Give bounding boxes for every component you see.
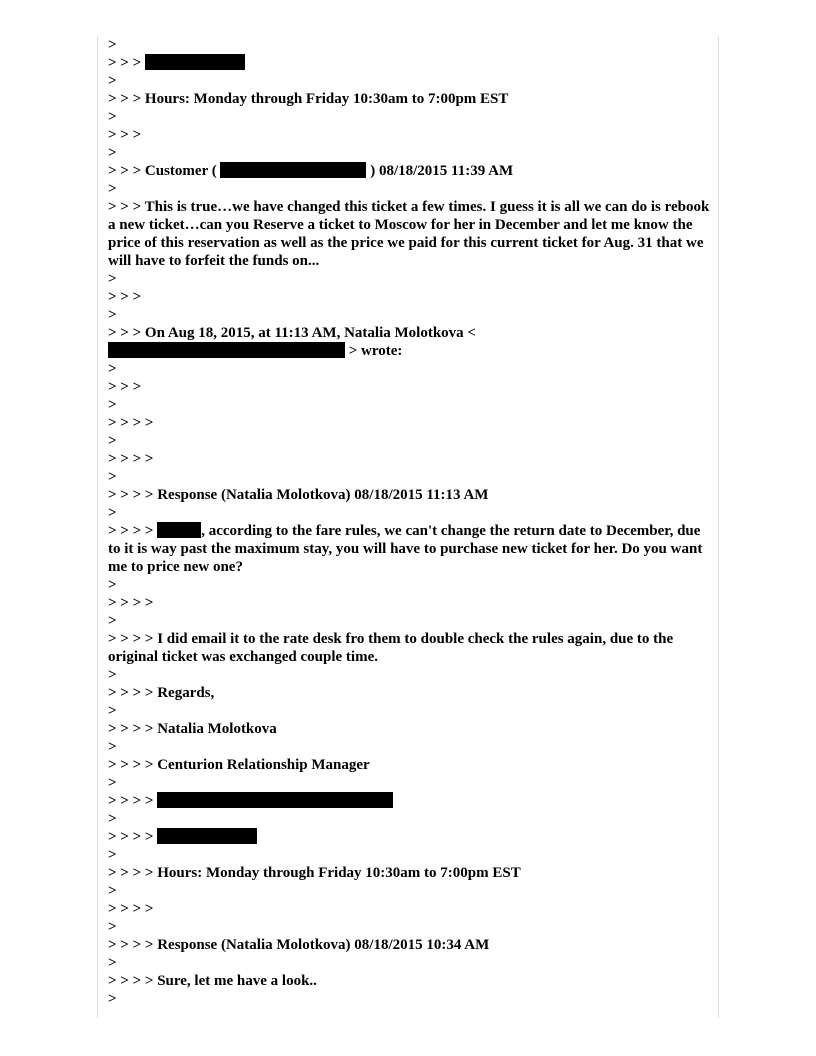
quote-prefix: >: [108, 577, 117, 593]
thread-line: [108, 720, 713, 738]
thread-line: [108, 198, 713, 270]
thread-line: [108, 846, 713, 864]
thread-line: [108, 936, 713, 954]
quote-prefix: > > > >: [108, 829, 158, 845]
quote-prefix: >: [108, 613, 117, 629]
redaction-block: [157, 828, 257, 844]
line-text: Centurion Relationship Manager: [157, 757, 370, 773]
thread-line: [108, 90, 713, 108]
thread-line: [108, 324, 713, 342]
quote-prefix: >: [108, 991, 117, 1007]
thread-line: [108, 144, 713, 162]
quote-prefix: >: [108, 433, 117, 449]
thread-line: [108, 468, 713, 486]
quote-prefix: > > >: [108, 199, 145, 215]
thread-line: [108, 684, 713, 702]
thread-line: [108, 126, 713, 144]
quote-prefix: > > > >: [108, 415, 154, 431]
quote-prefix: > > > >: [108, 451, 154, 467]
thread-line: [108, 738, 713, 756]
line-text: Natalia Molotkova: [157, 721, 277, 737]
line-text: On Aug 18, 2015, at 11:13 AM, Natalia Molotkova <: [144, 325, 480, 341]
thread-line: [108, 432, 713, 450]
quote-prefix: > > > >: [108, 793, 158, 809]
thread-line: [108, 792, 713, 810]
redaction-block: [145, 54, 245, 70]
quote-prefix: > > > >: [108, 685, 158, 701]
thread-line: [108, 54, 713, 72]
line-text: Customer (: [144, 163, 221, 179]
thread-line: [108, 306, 713, 324]
thread-line: [108, 342, 713, 360]
thread-line: [108, 630, 713, 666]
quote-prefix: > > >: [108, 127, 142, 143]
quote-prefix: >: [108, 397, 117, 413]
thread-line: [108, 378, 713, 396]
quote-prefix: > > >: [108, 289, 142, 305]
line-text: Sure, let me have a look..: [157, 973, 317, 989]
quote-prefix: > > > >: [108, 865, 158, 881]
thread-line: [108, 990, 713, 1008]
thread-line: [108, 774, 713, 792]
line-text: Hours: Monday through Friday 10:30am to 7:00pm EST: [144, 91, 509, 107]
thread-line: [108, 108, 713, 126]
quote-prefix: > > > >: [108, 595, 154, 611]
quote-prefix: >: [108, 469, 117, 485]
quote-prefix: >: [108, 667, 117, 683]
quote-prefix: >: [108, 775, 117, 791]
quote-prefix: > > >: [108, 379, 142, 395]
quote-prefix: >: [108, 307, 117, 323]
redaction-block: [220, 162, 366, 178]
quote-prefix: > > > >: [108, 901, 154, 917]
thread-line: [108, 900, 713, 918]
quote-prefix: > > > >: [108, 631, 158, 647]
quote-prefix: > > >: [108, 55, 145, 71]
thread-line: [108, 954, 713, 972]
quote-prefix: >: [108, 37, 117, 53]
redaction-block: [157, 792, 393, 808]
quote-prefix: >: [108, 703, 117, 719]
quote-prefix: >: [108, 145, 117, 161]
page-border-left: [97, 36, 98, 1018]
thread-line: [108, 666, 713, 684]
quote-prefix: >: [108, 883, 117, 899]
line-text: Response (Natalia Molotkova) 08/18/2015 10:34 AM: [157, 937, 490, 953]
line-text: Response (Natalia Molotkova) 08/18/2015 11:13 AM: [157, 487, 489, 503]
thread-line: [108, 576, 713, 594]
line-text: I did email it to the rate desk fro them to double check the rules again, due to the original ticket was exchanged couple time.: [108, 631, 677, 665]
line-text-suffix: , according to the fare rules, we can't change the return date to December, due to it is way past the maximum stay, you will have to purchase new ticket for her. Do you want me to price new one?: [108, 523, 707, 575]
thread-line: [108, 594, 713, 612]
thread-line: [108, 162, 713, 180]
thread-line: [108, 828, 713, 846]
thread-line: [108, 486, 713, 504]
thread-line: [108, 270, 713, 288]
quote-prefix: > > >: [108, 325, 145, 341]
quote-prefix: >: [108, 919, 117, 935]
redaction-block: [157, 522, 201, 538]
thread-line: [108, 450, 713, 468]
page-border-right: [718, 36, 719, 1018]
quote-prefix: >: [108, 505, 117, 521]
thread-line: [108, 180, 713, 198]
line-text-suffix: ) 08/18/2015 11:39 AM: [366, 163, 514, 179]
quote-prefix: > > > >: [108, 487, 158, 503]
thread-line: [108, 288, 713, 306]
quote-prefix: > > > >: [108, 937, 158, 953]
thread-line: [108, 396, 713, 414]
thread-line: [108, 810, 713, 828]
quote-prefix: >: [108, 739, 117, 755]
quote-prefix: >: [108, 847, 117, 863]
thread-line: [108, 864, 713, 882]
quote-prefix: > > >: [108, 163, 145, 179]
quote-prefix: > > > >: [108, 973, 158, 989]
thread-line: [108, 504, 713, 522]
thread-line: [108, 72, 713, 90]
thread-line: [108, 612, 713, 630]
quote-prefix: >: [108, 73, 117, 89]
line-text: Hours: Monday through Friday 10:30am to 7:00pm EST: [157, 865, 521, 881]
quote-prefix: > > > >: [108, 757, 158, 773]
quote-prefix: >: [108, 955, 117, 971]
thread-line: [108, 522, 713, 576]
email-thread-body: [108, 36, 713, 1008]
quote-prefix: >: [108, 361, 117, 377]
quote-prefix: >: [108, 811, 117, 827]
quote-prefix: >: [108, 181, 117, 197]
line-text: Regards,: [157, 685, 215, 701]
quote-prefix: > > >: [108, 91, 145, 107]
thread-line: [108, 360, 713, 378]
redaction-block: [108, 342, 345, 358]
thread-line: [108, 702, 713, 720]
quote-prefix: > > > >: [108, 721, 158, 737]
quote-prefix: >: [108, 109, 117, 125]
thread-line: [108, 414, 713, 432]
thread-line: [108, 756, 713, 774]
thread-line: [108, 918, 713, 936]
line-text: This is true…we have changed this ticket a few times. I guess it is all we can do is rebook a new ticket…can you Reserve a ticket to Moscow for her in December and let me know the price of this reservation as well as the price we paid for this current ticket for Aug. 31 that we will have to forfeit the funds on...: [108, 199, 714, 269]
line-text-suffix: > wrote:: [345, 343, 403, 359]
quote-prefix: >: [108, 271, 117, 287]
thread-line: [108, 882, 713, 900]
quote-prefix: > > > >: [108, 523, 158, 539]
thread-line: [108, 972, 713, 990]
thread-line: [108, 36, 713, 54]
